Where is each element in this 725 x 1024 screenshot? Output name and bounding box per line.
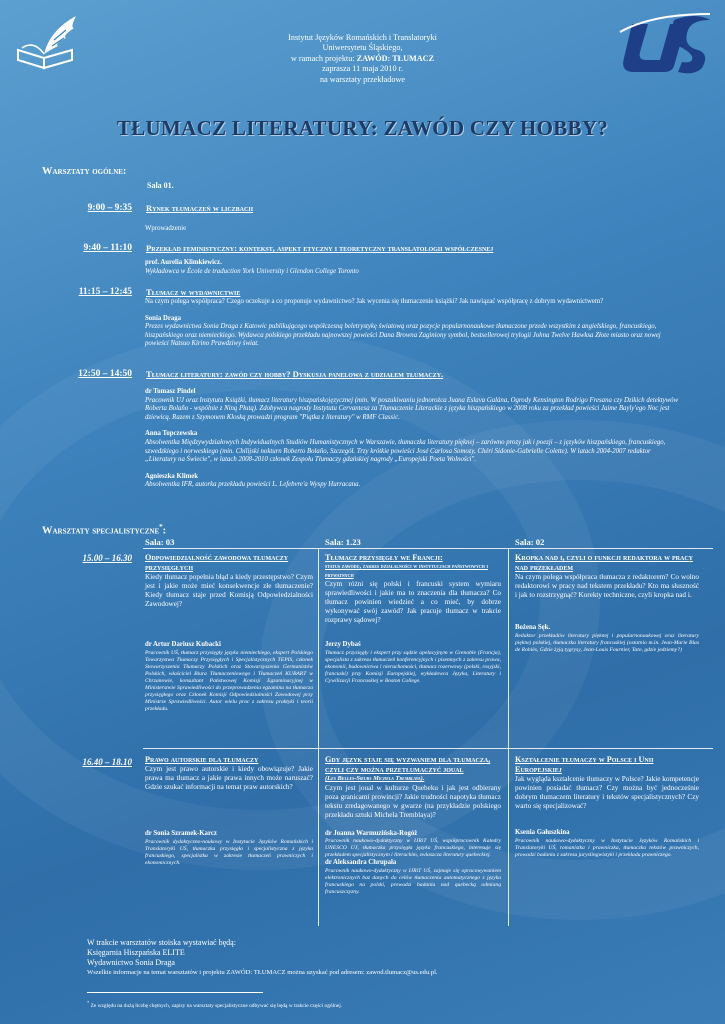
- speaker-bio: Absolwentka IFR, autorka przekładu powieści L. Lefebvre'a Wyspy Hurracana.: [145, 481, 361, 489]
- header-university: Uniwersytetu Śląskiego,: [322, 43, 403, 53]
- general-sala: Sala 01.: [147, 181, 174, 190]
- footnote-divider: [87, 992, 263, 993]
- speaker-bio: Prezes wydawnictwa Sonia Draga z Katowic publikującego współczesną beletrystykę światową oraz pozycje popularnonaukowe tłumaczone przede wszystkim z angielskiego, francuskiego, hiszpańskiego oraz niemieckiego. Wydawca polskiego przekładu najnowszej powieści Dana Browna Zaginiony symbol, bestsellerowej trylogii Johna Twelve Hawksa Złote miasto oraz nowej powieści Natsuo Kirino Prawdziwy świat.: [145, 323, 661, 348]
- header-institute: Instytut Języków Romańskich i Translatoryki: [288, 33, 437, 42]
- speaker-name: Sonia Draga: [145, 314, 182, 322]
- session-time: 9:00 – 9:35: [87, 203, 132, 213]
- workshop-desc: Czym jest prawo autorskie i kiedy obowiązuje? Jakie prawa ma tłumacz a jakie prawa innych może naruszać? Gdzie szukać informacji na temat praw autorskich?: [145, 765, 313, 791]
- speaker-name: dr Sonia Szramek-Karcz: [145, 830, 217, 837]
- session-time: 11:15 – 12:45: [78, 287, 132, 297]
- workshop-title: Kropka nad i, czyli o funkcji redaktora w pracy nad przekładem: [515, 553, 694, 572]
- header-project-name: ZAWÓD: TŁUMACZ: [356, 53, 435, 63]
- workshop-desc: Na czym polega współpraca tłumacza z redaktorem? Co wolno redaktorowi w pracy nad tekstem przekładu? Kto ma słuszność i jak to rozstrzygnąć? Korekty techniczne, czyli kropka nad i.: [515, 573, 699, 599]
- grid-line: [318, 548, 319, 926]
- footer-intro: W trakcie warsztatów stoiska wystawiać będą:: [87, 938, 236, 947]
- header-block: [200, 33, 525, 85]
- session-time: 12:50 – 14:50: [78, 369, 132, 379]
- workshop-cell: [325, 755, 501, 896]
- room-label: Sala: 02: [515, 537, 545, 547]
- footnote-mark: *: [159, 523, 163, 531]
- university-logo-icon: [612, 10, 712, 76]
- speaker-bio: Pracownik dydaktyczno-naukowy w Instytucie Języków Romańskich i Translatoryki UŚ, tłumaczka przysięgła i specjalistyczna z języka francuskiego, specjalistka w zakresie tłumaczeń prawniczych i ekonomicznych.: [145, 838, 313, 866]
- special-heading: Warsztaty specjalistyczne*:: [42, 523, 167, 537]
- speaker-bio: Absolwentka Międzywydziałowych Indywidualnych Studiów Humanistycznych w Warszawie, tłumaczka literatury pięknej – zarówno prozy jak i poezji – z języków hiszpańskiego, francuskiego, szwedzkiego i norweskiego (min. Chilijski nokturn Roberto Bolaño, Szczegół. Trzy krótkie powieści José Carlosa Somozy, Chéri Sidonie-Gabrielle Colette). W latach 2004-2007 redaktor „Literatury na Świecie", w latach 2008-2010 członek Zespołu Tłumaczy gdańskiej nagrody „Europejski Poeta Wolności".: [145, 438, 666, 464]
- slot-time: 16.40 – 18.10: [82, 757, 132, 767]
- speaker-bio: Pracownik naukowo-dydaktyczny w IJRiT UŚ, zajmuje się opracowywaniem elektronicznych baz danych do celów tłumaczenia automatycznego z języka francuskiego na polski, prowadzi badania nad quebecką odmianą francuszczyzny.: [325, 867, 501, 895]
- book-logo-icon: [14, 10, 84, 72]
- workshop-desc: Jak wygląda kształcenie tłumaczy w Polsce? Jakie kompetencje powinien posiadać tłumacz? Czy można być jednocześnie dobrym tłumaczem literatury i tekstów specjalistycznych? Czy warto się specjalizować?: [515, 775, 699, 810]
- speaker-bio: Pracownik UJ oraz Instytutu Książki, tłumacz literatury hiszpańskojęzycznej (min. W poszukiwaniu jednorożca Juana Eslava Galána, Ogrody Kensington Rodrigo Fresana czy Dzikich detektywów Roberta Bolaño - wspólnie z Niną Płutą). Zdobywca nagrody Instytutu Cervantesa za Tłumaczenie Literackie z języka hiszpańskiego w 2008 roku za przekład powieści Jaime Bayly'ego Noc jest dziewicą. Razem z Szymonem Kloską prowadzi program "Piątka z literatury" w RMF Classic.: [145, 396, 679, 421]
- session-title: Rynek tłumaczeń w liczbach: [146, 203, 253, 213]
- footnote: [87, 1000, 342, 1009]
- general-heading: Warsztaty ogólne:: [42, 166, 127, 177]
- workshop-desc: Czym różni się polski i francuski system wymiaru sprawiedliwości i jakie ma to znaczenia dla tłumacza? Co tłumacz powinien wiedzieć a co mieć, by dobrze wykonywać swój zawód? Jak pracuje tłumacz w trakcie rozprawy sądowej?: [325, 580, 501, 624]
- workshop-title: Odpowiedzialność zawodowa tłumaczy przysięgłych: [145, 553, 289, 572]
- speaker-name: dr Aleksandra Chrupała: [325, 859, 397, 866]
- speaker-name: dr Joanna Warmuzińska-Rogóż: [325, 829, 418, 837]
- speaker-name: dr Artur Dariusz Kubacki: [145, 641, 221, 648]
- header-date: zaprasza 11 maja 2010 r.: [322, 64, 403, 74]
- workshop-subtitle: status zawodu, zakres działalności w instytucjach państwowych i prywatnych: [325, 563, 489, 579]
- header-subtitle: na warsztaty przekładowe: [319, 74, 406, 84]
- workshop-cell: [515, 755, 699, 859]
- speaker-name: Ksenia Gałuszkina: [515, 829, 570, 836]
- session-desc: Wprowadzenie: [145, 225, 187, 232]
- workshop-title: Prawo autorskie dla tłumaczy: [145, 755, 259, 764]
- footnote-mark: *: [87, 1000, 90, 1005]
- exhibitor: Wydawnictwo Sonia Draga: [87, 958, 175, 967]
- workshop-desc: Czym jest joual w kulturze Quebeku i jak jest odbierany poza granicami prowincji? Jakie trudności napotyka tłumacz tekstu zredagowanego w gwarze (na przykładzie polskiego przekładu sztuki Michela Tremblaya)?: [325, 783, 501, 819]
- workshop-cell: [145, 553, 313, 713]
- speaker-name: Jerzy Dybaś: [325, 641, 361, 648]
- room-label: Sala: 03: [145, 537, 175, 547]
- session-title: Tłumacz w wydawnictwie: [146, 287, 241, 297]
- speaker-name: Agnieszka Klimek: [145, 472, 199, 480]
- speaker-name: Bożena Sęk.: [515, 624, 551, 631]
- speaker-bio: Pracownik naukowo-dydaktyczny w IJRiT UŚ, współpracownik Katedry UNESCO UJ, tłumaczka przysięgła języka francuskiego, interesuje się przekładem specjalistycznym i literackim, zwłaszcza literatury quebeckiej.: [325, 838, 501, 858]
- workshop-subtitle: (Les Belles-Sœurs Michela Tremblaya).: [325, 775, 425, 782]
- workshop-cell: [145, 755, 313, 867]
- session-desc: Na czym polega współpraca? Czego oczekuje a co proponuje wydawnictwo? Jak wycenia się tłumaczenie książki? Jak nawiązać współpracę z dobrym wydawnictwem?: [145, 298, 604, 305]
- footnote-text: Ze względu na dużą liczbę chętnych, zapisy na warsztaty specjalistyczne odbywać się będą w trakcie części ogólnej.: [89, 1002, 343, 1009]
- workshop-cell: [325, 553, 501, 685]
- footer: [87, 938, 438, 978]
- workshop-title: Kształcenie tłumaczy w Polsce i Unii Europejskiej: [515, 755, 654, 774]
- grid-line: [143, 748, 713, 749]
- speaker-name: prof. Aurelia Klimkiewicz.: [145, 259, 222, 266]
- workshop-desc: Kiedy tłumacz popełnia błąd a kiedy przestępstwo? Czym jest i jakie może mieć konsekwencje złe tłumaczenie? Kiedy tłumacz staje przed Komisją Odpowiedzialności Zawodowej?: [145, 573, 313, 608]
- session-title: Tłumacz literatury: zawód czy hobby? Dyskusja panelowa z udziałem tłumaczy.: [146, 369, 444, 379]
- header-project: [200, 54, 525, 64]
- workshop-title: Gdy język staje się wyzwaniem dla tłumacza, czyli czy można przetłumaczyć joual: [325, 755, 491, 774]
- speaker-bio: Redaktor przekładów literatury pięknej i popularnonaukowej oraz literatury pięknej polskiej, tłumaczka literatury francuskiej (ostatnio m.in. Jean-Marie Blas de Roblès, Gdzie żyją tygrysy, Jean-Louis Fournier, Tato, gdzie jedziemy?): [515, 632, 699, 653]
- exhibitor: Księgarnia Hiszpańska ELITE: [87, 948, 185, 957]
- speaker-bio: Pracownik naukowo-dydaktyczny w Instytucie Języków Romańskich i Translatoryki UŚ, romanistka i prawniczka, tłumaczka tekstów prawniczych, prowadzi badania z zakresu juryslingwistyki i przekładu prawniczego.: [515, 837, 699, 858]
- session-time: 9:40 – 11:10: [83, 243, 132, 253]
- speaker-bio: Pracownik UŚ, tłumacz przysięgły języka niemieckiego, ekspert Polskiego Towarzystwa Tłumaczy Przysięgłych i Specjalistycznych TEPIS, członek Stowarzyszenia Tłumaczy Polskich oraz Stowarzyszenia Germanistów Polskich, właściciel Biura Tłumaczeniowego i Tłumaczeń KUBART w Chrzanowie, konsultant Państwowej Komisji Egzaminacyjnej w Ministerstwie Sprawiedliwości do przeprowadzenia egzaminu na tłumacza przysięgłego oraz Członek Komisji Odpowiedzialności Zawodowej przy Ministrze Sprawiedliwości. Autor wielu prac z zakresu praktyki i teorii przekładu.: [145, 649, 313, 712]
- room-label: Sala: 1.23: [325, 537, 361, 547]
- grid-line: [508, 548, 509, 926]
- speaker-name: dr Tomasz Pindel: [145, 388, 196, 395]
- speaker-bio: Wykładowca w École de traduction York University i Glendon College Toronto: [145, 267, 359, 275]
- contact-info: Wszelkie informacje na temat warsztatów i projektu ZAWÓD: TŁUMACZ można uzyskać pod adresem: zawod.tlumacz@us.edu.pl.: [87, 969, 438, 976]
- slot-time: 15.00 – 16.30: [82, 553, 132, 563]
- special-heading-text: Warsztaty specjalistyczne: [42, 525, 160, 537]
- workshop-title: Tłumacz przysięgły we Francji:: [325, 553, 443, 562]
- header-project-prefix: w ramach projektu:: [290, 53, 357, 63]
- speaker-bio: Tłumacz przysięgły i ekspert przy sądzie apelacyjnym w Grenoble (Francja), specjalista z zakresu tłumaczeń konferencyjnych i pisemnych z zakresu prawa, ekonomii, budownictwa i nieruchomości, tłumacz rozerwowy (polski, rosyjski, francuski) przy Komisji Europejskiej, wykładowca Języka, Literatury i Cywilizacji Francuskiej w Boston College.: [325, 649, 501, 684]
- page-title: TŁUMACZ LITERATURY: ZAWÓD CZY HOBBY?: [116, 116, 609, 140]
- workshop-cell: [515, 553, 699, 654]
- session-title: Przekład feministyczny: kontekst, aspekt etyczny i teoretyczny translatologii współczesnej: [146, 243, 494, 253]
- speaker-name: Anna Topczewska: [145, 430, 198, 438]
